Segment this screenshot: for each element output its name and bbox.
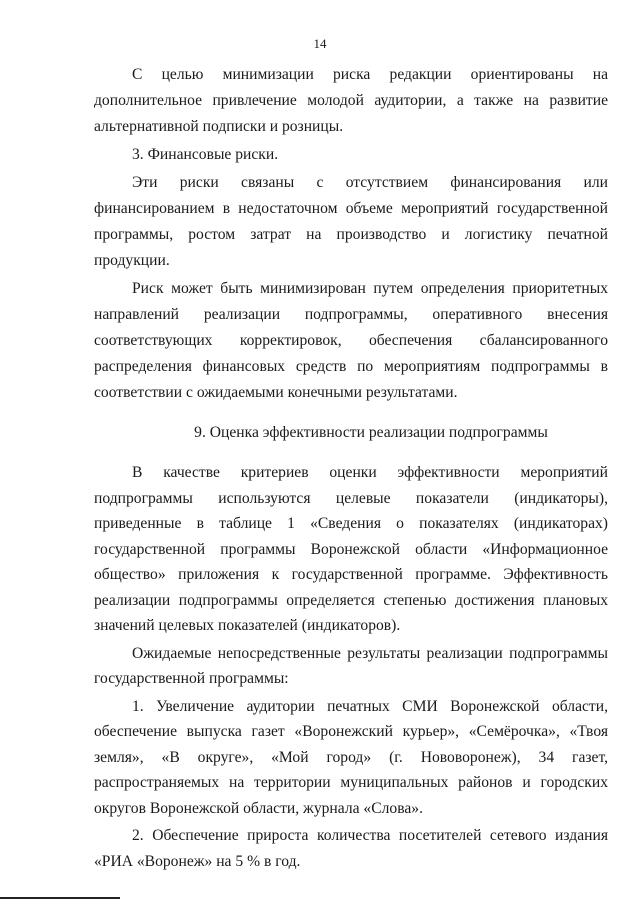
paragraph: Ожидаемые непосредственные результаты реализации подпрограммы государственной программы: — [94, 644, 608, 687]
section-heading: 9. Оценка эффективности реализации подпрограммы — [194, 424, 548, 441]
page-edge-mark — [0, 897, 120, 899]
paragraph: Эти риски связаны с отсутствием финансирования или финансированием в недостаточном объеме мероприятий государственной программы, ростом затрат на производство и логистику печатной продукции. — [94, 174, 608, 269]
paragraph: 2. Обеспечение прироста количества посетителей сетевого издания «РИА «Воронеж» на 5 % в год. — [94, 827, 608, 870]
page-number: 14 — [313, 36, 327, 51]
document-body — [94, 62, 608, 874]
paragraph: 1. Увеличение аудитории печатных СМИ Воронежской области, обеспечение выпуска газет «Воронежский курьер», «Семёрочка», «Твоя земля», «В округе», «Мой город» (г. Нововоронеж), 34 газет, распространяемых на территории муниципальных районов и городских округов Воронежской области, журнала «Слова». — [94, 697, 608, 817]
paragraph: С целью минимизации риска редакции ориентированы на дополнительное привлечение молодой аудитории, а также на развитие альтернативной подписки и розницы. — [94, 66, 608, 135]
paragraph: В качестве критериев оценки эффективности мероприятий подпрограммы используются целевые показатели (индикаторы), приведенные в таблице 1 «Сведения о показателях (индикаторах) государственной программы Воронежской области «Информационное общество» приложения к государственной программе. Эффективность реализации подпрограммы определяется степенью достижения плановых значений целевых показателей (индикаторов). — [94, 464, 608, 634]
paragraph: Риск может быть минимизирован путем определения приоритетных направлений реализации подпрограммы, оперативного внесения соответствующих корректировок, обеспечения сбалансированного распределения финансовых средств по мероприятиям подпрограммы в соответствии с ожидаемыми конечными результатами. — [94, 280, 608, 401]
paragraph: 3. Финансовые риски. — [132, 146, 279, 163]
